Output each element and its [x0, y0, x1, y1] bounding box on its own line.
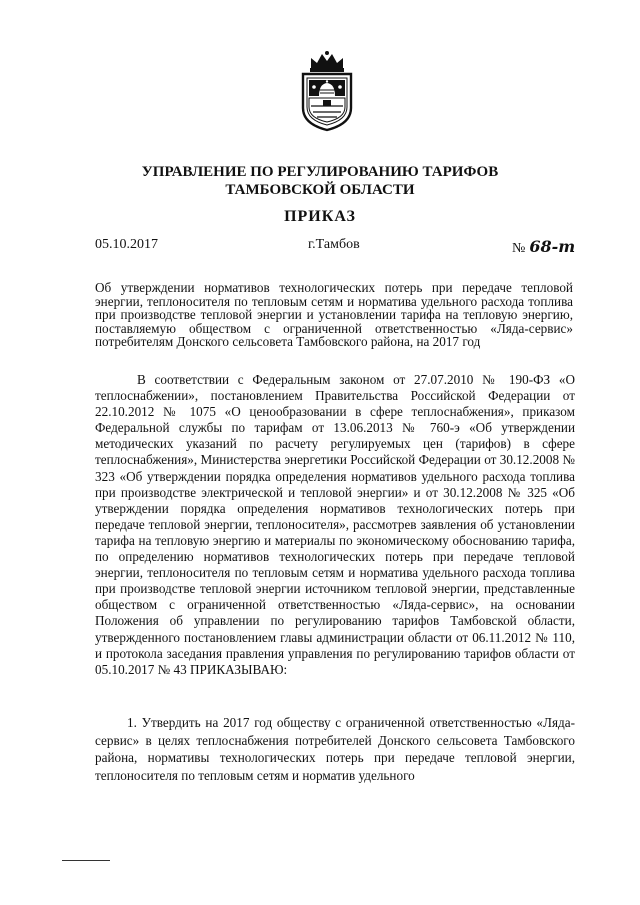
agency-name — [0, 163, 640, 199]
preamble-paragraph: В соответствии с Федеральным законом от 27.07.2010 № 190-ФЗ «О теплоснабжении», постановлением Правительства Российской Федерации от 22.10.2012 № 1075 «О ценообразовании в сфере теплоснабжения», приказом Федеральной службы по тарифам от 13.06.2013 № 760-э «Об утверждении методических указаний по расчету регулируемых цен (тарифов) в сфере теплоснабжения», Министерства энергетики Российской Федерации от 30.12.2008 № 323 «Об утверждении порядка определения нормативов удельного расхода топлива при производстве электрической и тепловой энергии» и от 30.12.2008 № 325 «Об утверждении порядка определения нормативов технологических потерь при передаче тепловой энергии, теплоносителя», рассмотрев заявления об установлении тарифа на тепловую энергию и материалы по экономическому обоснованию тарифа, по определению нормативов технологических потерь при передаче тепловой энергии, теплоносителя по тепловым сетям и норматива удельного расхода топлива при производстве тепловой энергии источником тепловой энергии, представленные обществом с ограниченной ответственностью «Ляда-сервис», на основании Положения об управлении по регулированию тарифов Тамбовской области, утвержденного постановлением главы администрации области от 06.11.2012 № 110, и протокола заседания правления управления по регулированию тарифов области от 05.10.2017 № 43 ПРИКАЗЫВАЮ: — [95, 372, 575, 677]
point-1-paragraph: 1. Утвердить на 2017 год обществу с ограниченной ответственностью «Ляда-сервис» в целях теплоснабжения потребителей Донского сельсовета Тамбовского района, нормативы технологических потерь при передаче тепловой энергии, теплоносителя по тепловым сетям и норматив удельного — [95, 715, 575, 783]
document-subject: Об утверждении нормативов технологических потерь при передаче тепловой энергии, теплоносителя по тепловым сетям и норматива удельного расхода топлива при производстве тепловой энергии и установлении тарифа на тепловую энергию, поставляемую обществом с ограниченной ответственностью «Ляда-сервис» потребителям Донского сельсовета Тамбовского района, на 2017 год — [95, 280, 573, 350]
agency-name-line1: УПРАВЛЕНИЕ ПО РЕГУЛИРОВАНИЮ ТАРИФОВ — [141, 164, 499, 180]
footer-divider — [62, 860, 110, 861]
document-number — [512, 237, 575, 257]
number-value: 68-т — [529, 237, 576, 256]
document-city: г.Тамбов — [308, 237, 360, 252]
agency-name-line2: ТАМБОВСКОЙ ОБЛАСТИ — [225, 182, 415, 198]
document-date: 05.10.2017 — [95, 237, 158, 252]
document-type: ПРИКАЗ — [284, 208, 356, 225]
number-prefix: № — [512, 241, 526, 256]
coat-of-arms-icon — [297, 50, 357, 132]
